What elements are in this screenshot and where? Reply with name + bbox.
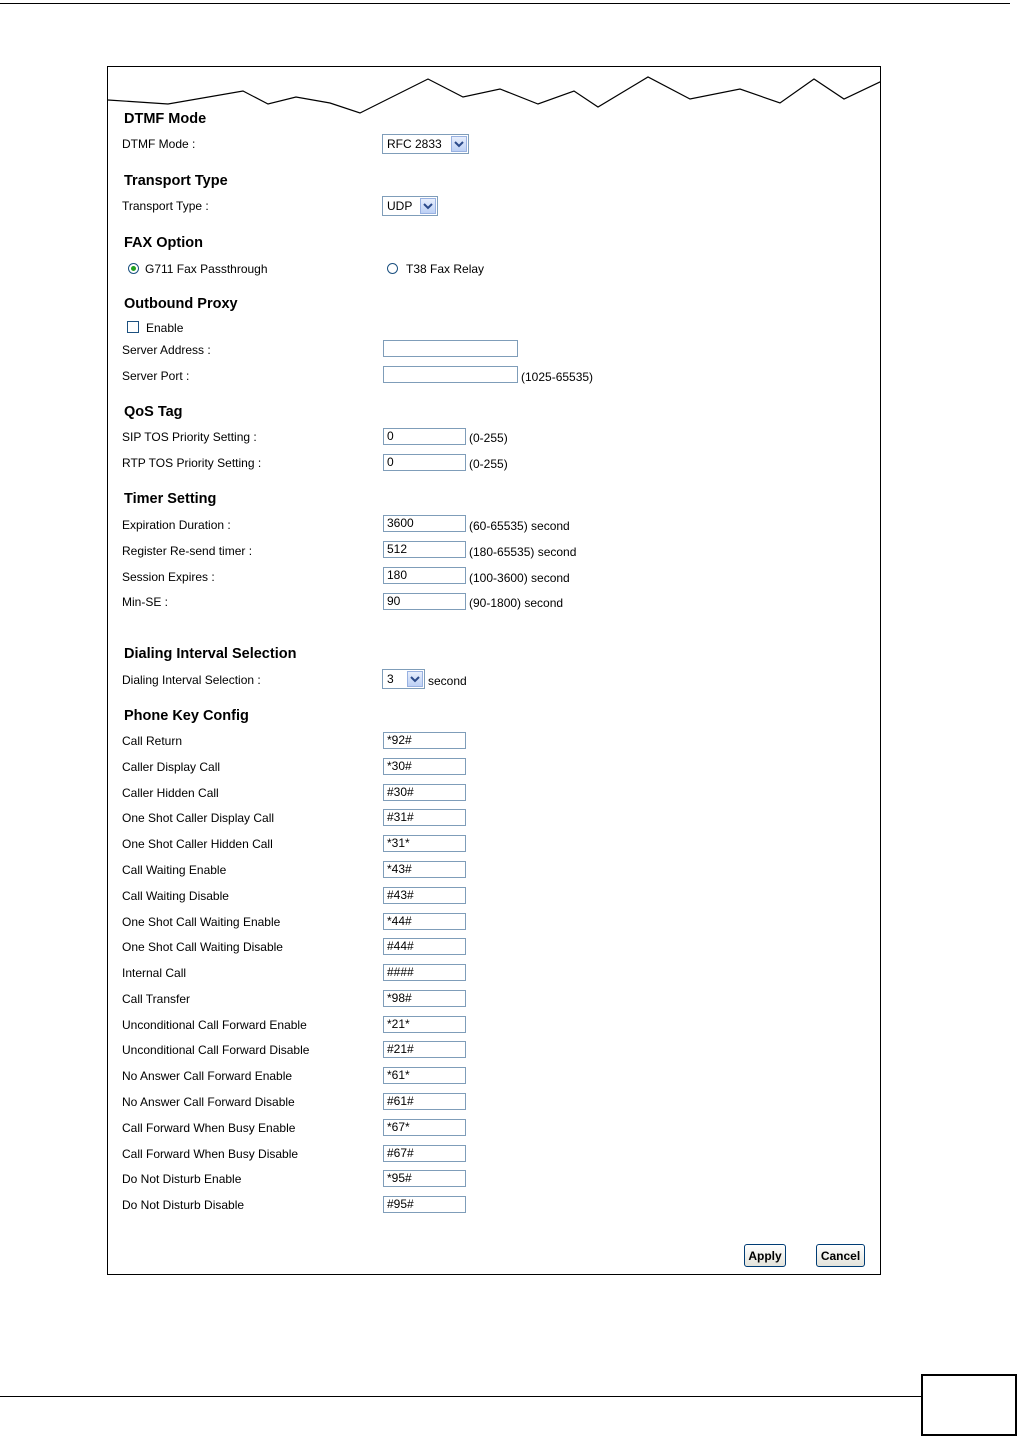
sip-tos-hint: (0-255) bbox=[469, 431, 508, 445]
phone-key-input[interactable]: *30# bbox=[383, 758, 466, 775]
phone-key-input[interactable]: *92# bbox=[383, 732, 466, 749]
sip-tos-label: SIP TOS Priority Setting : bbox=[122, 430, 257, 444]
section-title-dtmf: DTMF Mode bbox=[124, 111, 207, 127]
phone-key-label: Caller Display Call bbox=[122, 760, 221, 774]
phone-key-input[interactable]: #31# bbox=[383, 809, 466, 826]
server-port-label: Server Port : bbox=[122, 369, 190, 383]
phone-key-input[interactable]: #### bbox=[383, 964, 466, 981]
phone-key-input[interactable]: #43# bbox=[383, 887, 466, 904]
phone-key-label: Do Not Disturb Enable bbox=[122, 1172, 242, 1186]
phone-key-input[interactable]: *44# bbox=[383, 913, 466, 930]
section-title-outbound-proxy: Outbound Proxy bbox=[124, 296, 238, 312]
register-resend-hint: (180-65535) second bbox=[469, 545, 577, 559]
phone-key-label: Call Forward When Busy Enable bbox=[122, 1121, 296, 1135]
session-expires-hint: (100-3600) second bbox=[469, 571, 570, 585]
transport-type-label: Transport Type : bbox=[122, 199, 209, 213]
server-port-hint: (1025-65535) bbox=[521, 370, 594, 384]
phone-key-input[interactable]: #67# bbox=[383, 1145, 466, 1162]
fax-option-t38-label: T38 Fax Relay bbox=[406, 262, 485, 276]
radio-unselected-icon[interactable] bbox=[387, 263, 398, 274]
min-se-label: Min-SE : bbox=[122, 595, 169, 609]
section-title-timer: Timer Setting bbox=[124, 491, 217, 507]
phone-key-input[interactable]: #21# bbox=[383, 1041, 466, 1058]
section-title-fax: FAX Option bbox=[124, 235, 203, 251]
sip-tos-input[interactable]: 0 bbox=[383, 428, 466, 445]
phone-key-input[interactable]: #61# bbox=[383, 1093, 466, 1110]
header-rule bbox=[0, 3, 1010, 4]
dtmf-mode-label: DTMF Mode : bbox=[122, 137, 196, 151]
server-port-input[interactable] bbox=[383, 366, 518, 383]
phone-key-label: No Answer Call Forward Disable bbox=[122, 1095, 295, 1109]
phone-key-label: Call Return bbox=[122, 734, 183, 748]
settings-panel bbox=[107, 66, 881, 1275]
cancel-button[interactable]: Cancel bbox=[816, 1244, 865, 1267]
apply-button[interactable]: Apply bbox=[744, 1244, 786, 1267]
phone-key-input[interactable]: *98# bbox=[383, 990, 466, 1007]
phone-key-input[interactable]: *61* bbox=[383, 1067, 466, 1084]
server-address-label: Server Address : bbox=[122, 343, 211, 357]
phone-key-label: One Shot Call Waiting Enable bbox=[122, 915, 281, 929]
phone-key-label: Call Forward When Busy Disable bbox=[122, 1147, 299, 1161]
server-address-input[interactable] bbox=[383, 340, 518, 357]
phone-key-input[interactable]: #30# bbox=[383, 784, 466, 801]
phone-key-label: Call Waiting Enable bbox=[122, 863, 227, 877]
expiration-duration-label: Expiration Duration : bbox=[122, 518, 231, 532]
phone-key-label: Call Waiting Disable bbox=[122, 889, 229, 903]
dialing-interval-label: Dialing Interval Selection : bbox=[122, 673, 261, 687]
phone-key-label: One Shot Caller Hidden Call bbox=[122, 837, 273, 851]
checkbox-icon[interactable] bbox=[127, 321, 139, 333]
session-expires-input[interactable]: 180 bbox=[383, 567, 466, 584]
phone-key-input[interactable]: #44# bbox=[383, 938, 466, 955]
phone-key-label: Caller Hidden Call bbox=[122, 786, 219, 800]
radio-selected-icon[interactable] bbox=[128, 263, 139, 274]
chevron-down-icon bbox=[451, 136, 467, 152]
phone-key-label: Call Transfer bbox=[122, 992, 191, 1006]
phone-key-label: No Answer Call Forward Enable bbox=[122, 1069, 293, 1083]
phone-key-label: Internal Call bbox=[122, 966, 187, 980]
phone-key-input[interactable]: *67* bbox=[383, 1119, 466, 1136]
fax-option-g711-label: G711 Fax Passthrough bbox=[145, 262, 268, 276]
dialing-interval-select[interactable] bbox=[382, 669, 425, 689]
min-se-input[interactable]: 90 bbox=[383, 593, 466, 610]
torn-edge-decoration bbox=[108, 67, 881, 117]
min-se-hint: (90-1800) second bbox=[469, 596, 564, 610]
register-resend-label: Register Re-send timer : bbox=[122, 544, 253, 558]
phone-key-input[interactable]: *43# bbox=[383, 861, 466, 878]
dialing-interval-unit: second bbox=[428, 674, 467, 688]
rtp-tos-label: RTP TOS Priority Setting : bbox=[122, 456, 262, 470]
outbound-enable-label: Enable bbox=[146, 321, 184, 335]
footer-rule bbox=[0, 1396, 922, 1397]
register-resend-input[interactable]: 512 bbox=[383, 541, 466, 558]
page-number-box bbox=[921, 1374, 1017, 1436]
phone-key-label: Do Not Disturb Disable bbox=[122, 1198, 245, 1212]
session-expires-label: Session Expires : bbox=[122, 570, 215, 584]
phone-key-label: One Shot Caller Display Call bbox=[122, 811, 275, 825]
chevron-down-icon bbox=[420, 198, 436, 214]
phone-key-label: Unconditional Call Forward Disable bbox=[122, 1043, 310, 1057]
section-title-phone-key: Phone Key Config bbox=[124, 708, 249, 724]
chevron-down-icon bbox=[407, 671, 423, 687]
section-title-qos: QoS Tag bbox=[124, 404, 183, 420]
phone-key-label: Unconditional Call Forward Enable bbox=[122, 1018, 307, 1032]
phone-key-input[interactable]: *21* bbox=[383, 1016, 466, 1033]
transport-type-select[interactable] bbox=[382, 196, 438, 216]
phone-key-input[interactable]: #95# bbox=[383, 1196, 466, 1213]
section-title-transport: Transport Type bbox=[124, 173, 228, 189]
expiration-duration-hint: (60-65535) second bbox=[469, 519, 570, 533]
phone-key-label: One Shot Call Waiting Disable bbox=[122, 940, 283, 954]
transport-type-value: UDP bbox=[387, 199, 413, 213]
expiration-duration-input[interactable]: 3600 bbox=[383, 515, 466, 532]
phone-key-input[interactable]: *31* bbox=[383, 835, 466, 852]
rtp-tos-input[interactable]: 0 bbox=[383, 454, 466, 471]
phone-key-input[interactable]: *95# bbox=[383, 1170, 466, 1187]
section-title-dialing: Dialing Interval Selection bbox=[124, 646, 297, 662]
dtmf-mode-select[interactable] bbox=[382, 134, 469, 154]
dialing-interval-value: 3 bbox=[387, 672, 394, 686]
dtmf-mode-value: RFC 2833 bbox=[387, 137, 442, 151]
rtp-tos-hint: (0-255) bbox=[469, 457, 508, 471]
